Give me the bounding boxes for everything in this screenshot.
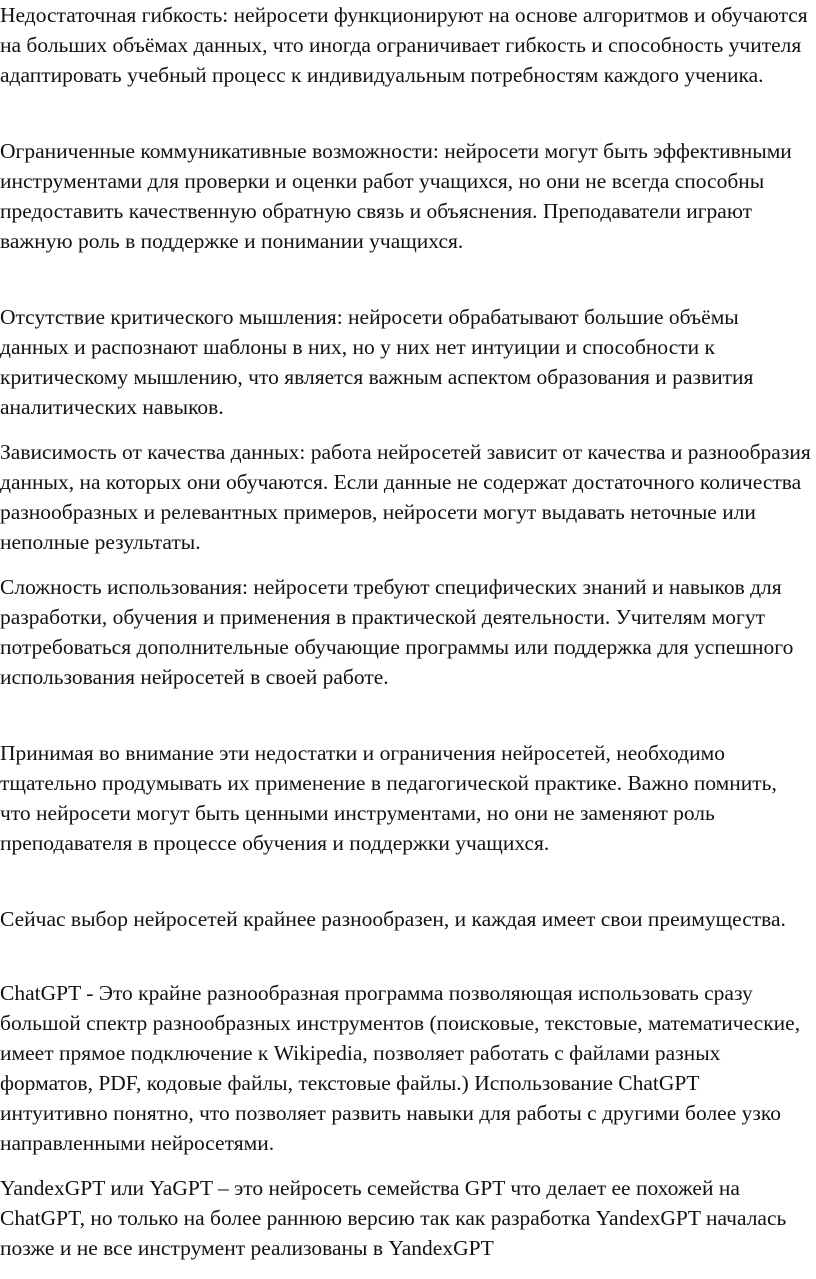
paragraph-insufficient-flexibility: Недостаточная гибкость: нейросети функционируют на основе алгоритмов и обучаются на больших объёмах данных, что иногда ограничивает гибкость и способность учителя адаптировать учебный процесс к индивидуальным потребностям каждого ученика. xyxy=(0,3,808,87)
paragraph-chatgpt: ChatGPT - Это крайне разнообразная программа позволяющая использовать сразу большой спектр разнообразных инструментов (поисковые, текстовые, математические, имеет прямое подключение к Wikipedia, позволяет работать с файлами разных форматов, PDF, кодовые файлы, текстовые файлы.) Использование ChatGPT интуитивно понятно, что позволяет развить навыки для работы с другими более узко направленными нейросетями. xyxy=(0,981,801,1155)
paragraph-no-critical-thinking: Отсутствие критического мышления: нейросети обрабатывают большие объёмы данных и распознают шаблоны в них, но у них нет интуиции и способности к критическому мышлению, что является важным аспектом образования и развития аналитических навыков. xyxy=(0,305,754,419)
paragraph-limited-communication: Ограниченные коммуникативные возможности: нейросети могут быть эффективными инструментами для проверки и оценки работ учащихся, но они не всегда способны предоставить качественную обратную связь и объяснения. Преподаватели играют важную роль в поддержке и понимании учащихся. xyxy=(0,139,792,253)
paragraph-conclusion: Принимая во внимание эти недостатки и ограничения нейросетей, необходимо тщательно продумывать их применение в педагогической практике. Важно помнить, что нейросети могут быть ценными инструментами, но они не заменяют роль преподавателя в процессе обучения и поддержки учащихся. xyxy=(0,741,777,855)
paragraph-usage-complexity: Сложность использования: нейросети требуют специфических знаний и навыков для разработки, обучения и применения в практической деятельности. Учителям могут потребоваться дополнительные обучающие программы или поддержка для успешного использования нейросетей в своей работе. xyxy=(0,575,794,689)
paragraph-data-quality-dependence: Зависимость от качества данных: работа нейросетей зависит от качества и разнообразия данных, на которых они обучаются. Если данные не содержат достаточного количества разнообразных и релевантных примеров, нейросети могут выдавать неточные или неполные результаты. xyxy=(0,440,811,554)
paragraph-yandexgpt: YandexGPT или YaGPT – это нейросеть семейства GPT что делает ее похожей на ChatGPT, но только на более раннюю версию так как разработка YandexGPT началась позже и не все инструмент реализованы в YandexGPT xyxy=(0,1176,787,1260)
paragraph-choice-variety: Сейчас выбор нейросетей крайнее разнообразен, и каждая имеет свои преимущества. xyxy=(0,907,786,931)
